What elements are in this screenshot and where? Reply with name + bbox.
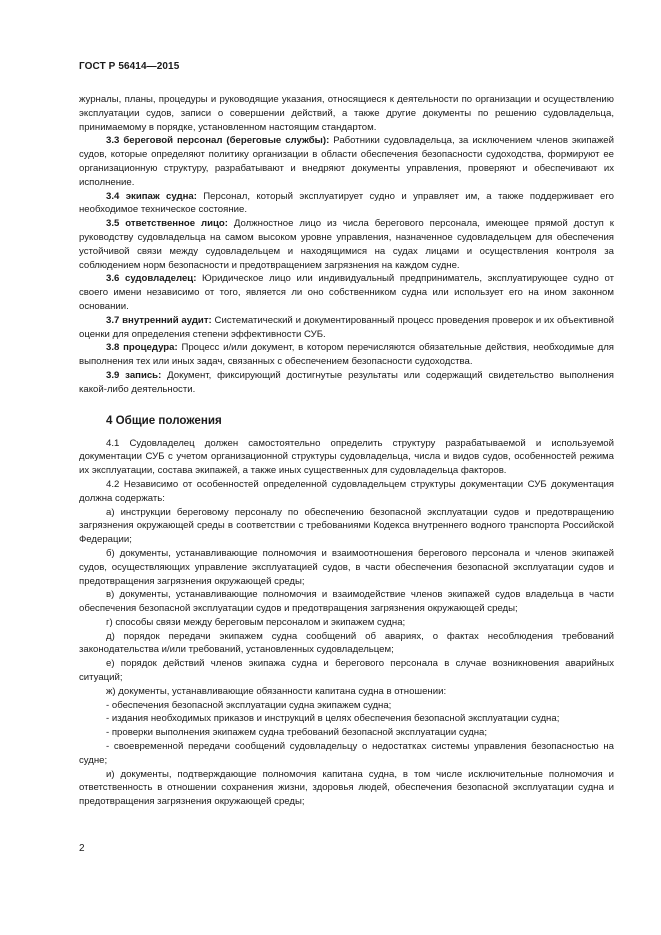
definition-text: Должностное лицо из числа берегового персонала, имеющее прямой доступ к руководству судовладельца на самом высоком уровне управления, назначенное судовладельцем для обеспечения устойчивой связи между судовладельцем и находящимися на судах лицами и осуществления контроля за соблюдением норм безопасности и предотвращением загрязнения на каждом судне.: [79, 218, 614, 271]
list-item: г) способы связи между береговым персоналом и экипажем судна;: [106, 616, 406, 628]
sub-list-item: - своевременной передачи сообщений судовладельцу о недостатках системы управления безопасностью на судне;: [79, 741, 614, 766]
list-item: д) порядок передачи экипажем судна сообщений об авариях, о фактах несоблюдения требований законодательства и/или требований, установленных судовладельцем;: [79, 630, 614, 656]
list-item: а) инструкции береговому персоналу по обеспечению безопасной эксплуатации судов и предотвращению загрязнения окружающей среды в соответствии с требованиями Кодекса внутреннего водного транспорта Российской Федерации;: [79, 506, 614, 546]
term: 3.7 внутренний аудит:: [106, 314, 212, 326]
definition-text: Документ, фиксирующий достигнутые результаты или содержащий свидетельство выполнения какой-либо деятельности.: [79, 369, 614, 395]
term: 3.9 запись:: [106, 369, 162, 381]
section-paragraph: 4.2 Независимо от особенностей определенной судовладельцем структуры документации СУБ документация должна содержать:: [79, 478, 614, 504]
term: 3.3 береговой персонал (береговые службы):: [106, 135, 330, 147]
definition-text: Персонал, который эксплуатирует судно и управляет им, а также поддерживает его необходимое техническое состояние.: [79, 190, 614, 216]
sub-list-item: - обеспечения безопасной эксплуатации судна экипажем судна;: [106, 699, 392, 711]
paragraph: [79, 93, 614, 134]
definition-3-5: [79, 217, 614, 272]
definition-text: Систематический и документированный процесс проведения проверок и их объективной оценки для определения степени эффективности СУБ.: [79, 314, 615, 340]
definition-text: Юридическое лицо или индивидуальный предприниматель, эксплуатирующее судно от своего имени независимо от того, является ли оно собственником судна или использует его на ином законном основании.: [79, 273, 614, 312]
definition-3-3: [79, 134, 614, 189]
section-title: 4 Общие положения: [106, 413, 222, 427]
list-item: в) документы, устанавливающие полномочия и взаимодействие членов экипажей судов владельца в части обеспечения безопасной эксплуатации судов и предотвращения загрязнения окружающей среды;: [79, 589, 614, 615]
term: 3.6 судовладелец:: [106, 273, 197, 285]
document-body: [79, 93, 614, 809]
definition-3-9: [79, 369, 614, 397]
term: 3.8 процедура:: [106, 342, 178, 354]
list-item: б) документы, устанавливающие полномочия и взаимоотношения берегового персонала и членов экипажей судов, осуществляющих управление эксплуатацией судов, в части обеспечения безопасной эксплуатации судов и предотвращения загрязнения окружающей среды;: [79, 547, 614, 587]
term: 3.4 экипаж судна:: [106, 190, 197, 202]
section-paragraph: 4.1 Судовладелец должен самостоятельно определить структуру разрабатываемой и используемой документации СУБ с учетом организационной структуры судовладельца, числа и видов судов, особенностей режима их эксплуатации, состава экипажей, а также иных существенных для судовладельца факторов.: [79, 437, 614, 477]
document-header: ГОСТ Р 56414—2015: [79, 61, 180, 72]
list-item: ж) документы, устанавливающие обязанности капитана судна в отношении:: [106, 685, 447, 697]
definition-3-8: [79, 341, 614, 369]
definition-text: Процесс и/или документ, в котором перечисляются обязательные действия, необходимые для выполнения тех или иных задач, связанных с обеспечением безопасности судоходства.: [79, 342, 614, 368]
definition-3-7: [79, 314, 614, 342]
list-item: е) порядок действий членов экипажа судна и берегового персонала в случае возникновения аварийных ситуаций;: [79, 658, 614, 684]
definition-3-4: [79, 190, 614, 218]
definition-3-6: [79, 272, 614, 313]
list-item: и) документы, подтверждающие полномочия капитана судна, в том числе исключительные полномочия и ответственность в отношении сохранения жизни, здоровья людей, обеспечения безопасной эксплуатации судна и предотвращения загрязнения окружающей среды;: [79, 768, 614, 808]
definition-text: Работники судовладельца, за исключением членов экипажей судов, которые определяют политику организации в области обеспечения безопасности судоходства, формируют ее организационную структуру, разрабатывают и внедряют документы управления, проверяют и обеспечивают их исполнение.: [79, 135, 615, 188]
page-number: 2: [79, 843, 85, 854]
paragraph-text: журналы, планы, процедуры и руководящие указания, относящиеся к деятельности по организации и осуществлению эксплуатации судов, записи о совершении действий, а также другие документы по решению судовладельца, принимаемому в порядке, установленном настоящим стандартом.: [79, 94, 614, 133]
sub-list-item: - издания необходимых приказов и инструкций в целях обеспечения безопасной эксплуатации судна;: [106, 713, 560, 725]
term: 3.5 ответственное лицо:: [106, 218, 228, 230]
sub-list-item: - проверки выполнения экипажем судна требований безопасной эксплуатации судна;: [106, 727, 488, 739]
